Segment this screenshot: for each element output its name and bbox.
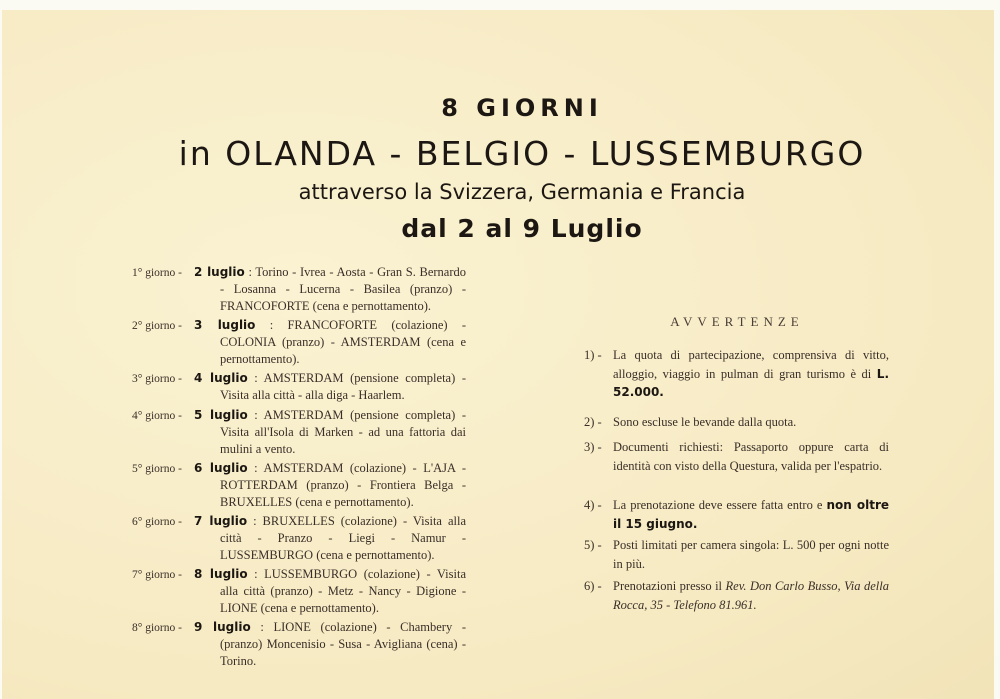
day-text: : LIONE (colazione) - Chambery - (pranzo) Moncenisio - Susa - Avigliana (cena) - Torino.	[220, 620, 466, 668]
day-text: : AMSTERDAM (pensione completa) - Visita alla città - alla diga - Haarlem.	[220, 371, 467, 402]
day-date: 8 luglio	[194, 567, 248, 581]
day-date: 6 luglio	[194, 461, 248, 475]
note-number: 4) -	[584, 498, 602, 512]
day-label: 4° giorno -	[132, 410, 182, 422]
contact: Rev. Don Carlo Busso, Via della Rocca, 35 - Telefono 81.961.	[613, 579, 889, 612]
deadline: non oltre il 15 giugno.	[613, 498, 890, 531]
day-text: : BRUXELLES (colazione) - Visita alla città - Pranzo - Liegi - Namur - LUSSEMBURGO (cena e pernottamento).	[220, 514, 467, 562]
note-text: Documenti richiesti: Passaporto oppure carta di identità con visto della Questura, valida per l'espatrio.	[613, 440, 889, 473]
day-label: 3° giorno -	[132, 373, 182, 385]
brochure-page	[2, 10, 994, 699]
title-dates: dal 2 al 9 Luglio	[401, 214, 643, 243]
day-label: 7° giorno -	[132, 569, 182, 581]
day-date: 2 luglio	[194, 265, 245, 279]
note-number: 5) -	[584, 538, 602, 552]
day-date: 4 luglio	[194, 371, 248, 385]
day-text: : Torino - Ivrea - Aosta - Gran S. Bernardo - Losanna - Lucerna - Basilea (pranzo) - FRANCOFORTE (cena e pernottamento).	[220, 265, 466, 313]
note-text: Sono escluse le bevande dalla quota.	[613, 415, 797, 429]
note-number: 2) -	[584, 415, 602, 429]
day-label: 6° giorno -	[132, 516, 182, 528]
note-text: Prenotazioni presso il	[613, 579, 723, 593]
note-number: 6) -	[584, 579, 602, 593]
day-text: : AMSTERDAM (colazione) - L'AJA - ROTTERDAM (pranzo) - Frontiera Belga - BRUXELLES (cena e pernottamento).	[220, 461, 467, 509]
day-label: 1° giorno -	[132, 267, 182, 279]
day-text: : FRANCOFORTE (colazione) - COLONIA (pranzo) - AMSTERDAM (cena e pernottamento).	[220, 318, 466, 366]
day-label: 2° giorno -	[132, 320, 182, 332]
price: L. 52.000.	[613, 366, 890, 399]
day-text: : AMSTERDAM (pensione completa) - Visita all'Isola di Marken - ad una fattoria dai mulini a vento.	[220, 408, 467, 456]
note-text: La prenotazione deve essere fatta entro e	[613, 498, 823, 512]
title-countries: in OLANDA - BELGIO - LUSSEMBURGO	[178, 134, 866, 173]
day-date: 5 luglio	[194, 408, 248, 422]
day-date: 3 luglio	[194, 318, 256, 332]
title-days: 8 GIORNI	[441, 94, 603, 122]
day-date: 7 luglio	[194, 514, 248, 528]
subtitle-route: attraverso la Svizzera, Germania e Francia	[298, 180, 746, 204]
note-text: La quota di partecipazione, comprensiva di vitto, alloggio, viaggio in pulman di gran turismo è di	[613, 348, 889, 381]
avvertenze-heading: AVVERTENZE	[670, 314, 804, 329]
day-text: : LUSSEMBURGO (colazione) - Visita alla città (pranzo) - Metz - Nancy - Digione - LIONE (cena e pernottamento).	[220, 567, 467, 615]
note-number: 3) -	[584, 440, 602, 454]
day-label: 5° giorno -	[132, 463, 182, 475]
day-label: 8° giorno -	[132, 622, 182, 634]
day-date: 9 luglio	[194, 620, 251, 634]
note-number: 1) -	[584, 348, 602, 362]
note-text: Posti limitati per camera singola: L. 500 per ogni notte in più.	[613, 538, 889, 571]
